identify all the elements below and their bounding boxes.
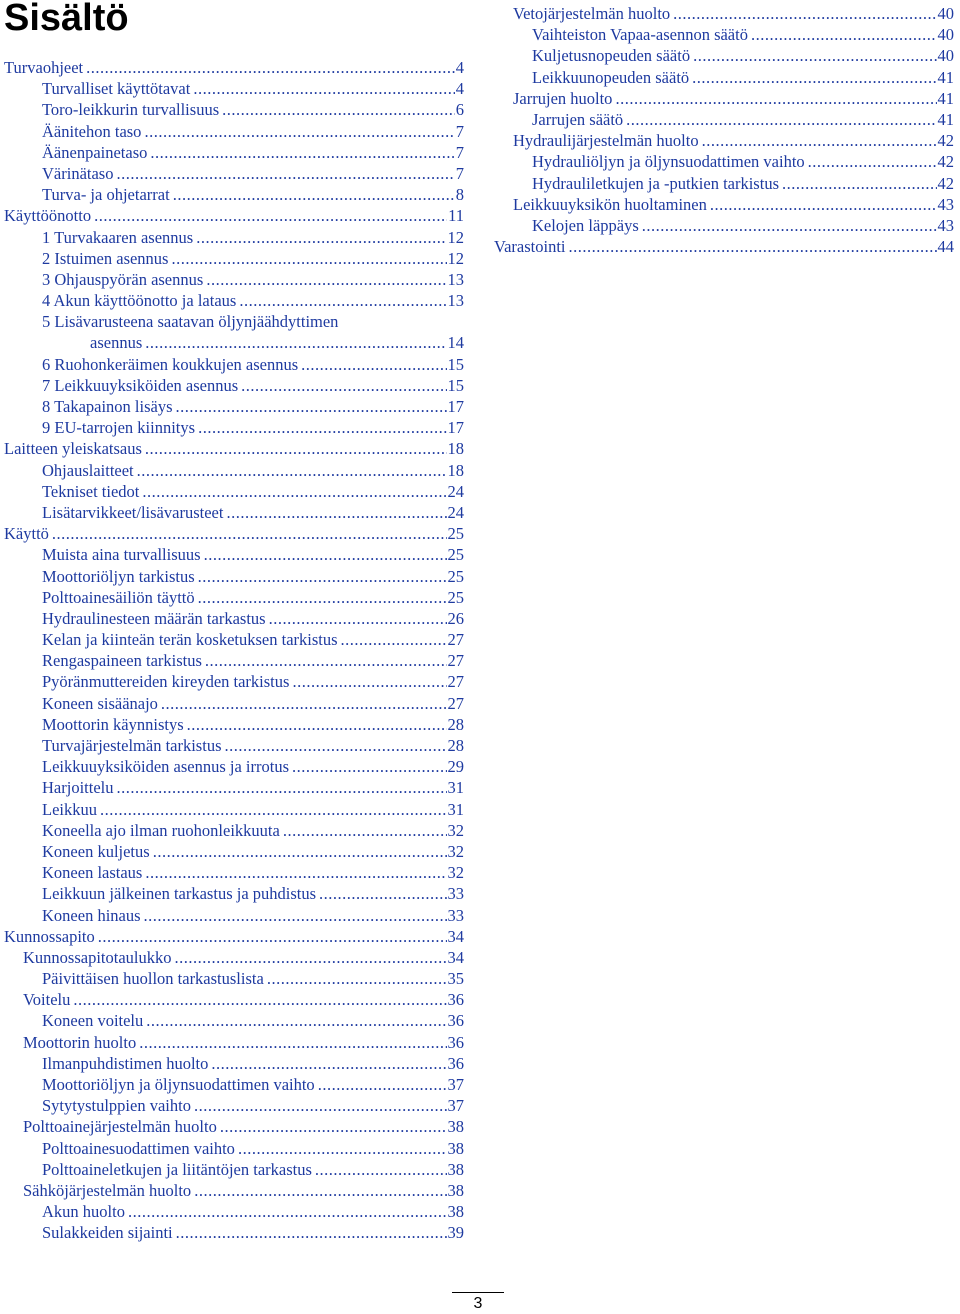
toc-entry-label: Moottorin käynnistys: [42, 714, 184, 734]
toc-entry[interactable]: [4, 1074, 464, 1095]
toc-dot-leader: [292, 671, 446, 692]
toc-dot-leader: [205, 650, 447, 671]
toc-dot-leader: [782, 173, 937, 194]
toc-entry-label: Päivittäisen huollon tarkastuslista: [42, 969, 264, 989]
footer-rule: [452, 1292, 504, 1293]
toc-entry[interactable]: [4, 121, 464, 142]
toc-page-number: 11: [448, 206, 464, 226]
toc-entry[interactable]: [494, 67, 954, 88]
toc-entry[interactable]: [4, 269, 464, 290]
toc-dot-leader: [292, 756, 446, 777]
toc-page-number: 38: [447, 1138, 464, 1158]
toc-dot-leader: [194, 1095, 447, 1116]
toc-page-number: 27: [447, 672, 464, 692]
toc-entry[interactable]: [4, 311, 464, 353]
toc-entry-label: Vaihteiston Vapaa-asennon säätö: [532, 25, 748, 45]
page-number: 3: [473, 1295, 483, 1312]
toc-dot-leader: [238, 1138, 447, 1159]
toc-page-number: 7: [455, 142, 464, 162]
toc-dot-leader: [220, 1116, 447, 1137]
toc-entry[interactable]: [4, 99, 464, 120]
toc-dot-leader: [198, 417, 446, 438]
toc-entry[interactable]: [4, 1010, 464, 1031]
toc-entry[interactable]: [4, 1222, 464, 1243]
toc-entry-label: Leikkuuyksiköiden asennus ja irrotus: [42, 757, 290, 777]
toc-dot-leader: [100, 799, 447, 820]
toc-entry[interactable]: [4, 947, 464, 968]
toc-page-number: 41: [937, 67, 954, 87]
toc-entry[interactable]: [4, 1053, 464, 1074]
toc-entry-label: Jarrujen huolto: [513, 88, 613, 108]
toc-page-number: 40: [937, 25, 954, 45]
toc-page-number: 13: [447, 291, 464, 311]
toc-entry[interactable]: [4, 142, 464, 163]
toc-page-number: 43: [937, 215, 954, 235]
toc-entry-label-continued: asennus: [90, 333, 143, 353]
toc-entry-label: Voitelu: [23, 990, 71, 1010]
toc-dot-leader: [241, 375, 446, 396]
toc-page-number: 6: [455, 100, 464, 120]
toc-entry-label: Rengaspaineen tarkistus: [42, 651, 202, 671]
toc-entry[interactable]: [4, 587, 464, 608]
toc-page-number: 17: [447, 418, 464, 438]
toc-entry-label: Hydraulijärjestelmän huolto: [513, 131, 699, 151]
toc-page-number: 15: [447, 375, 464, 395]
toc-entry-label: Sulakkeiden sijainti: [42, 1223, 173, 1243]
toc-dot-leader: [86, 57, 455, 78]
toc-page-number: 40: [937, 46, 954, 66]
toc-page-number: 38: [447, 1159, 464, 1179]
toc-entry[interactable]: [4, 1201, 464, 1222]
toc-entry[interactable]: [4, 78, 464, 99]
toc-dot-leader: [116, 777, 446, 798]
toc-dot-leader: [194, 1180, 446, 1201]
toc-entry[interactable]: [4, 629, 464, 650]
toc-page-number: 28: [447, 714, 464, 734]
toc-dot-leader: [137, 460, 447, 481]
toc-entry[interactable]: [494, 109, 954, 130]
toc-entry-label: Leikkuun jälkeinen tarkastus ja puhdistus: [42, 884, 317, 904]
toc-entry-label: Kunnossapitotaulukko: [23, 947, 172, 967]
toc-entry[interactable]: [4, 502, 464, 523]
toc-dot-leader: [269, 608, 447, 629]
toc-page-number: 15: [447, 354, 464, 374]
toc-entry[interactable]: [494, 45, 954, 66]
toc-entry[interactable]: [4, 1138, 464, 1159]
toc-entry[interactable]: [494, 88, 954, 109]
toc-entry[interactable]: [4, 1032, 464, 1053]
toc-entry[interactable]: [4, 375, 464, 396]
toc-entry[interactable]: [4, 714, 464, 735]
toc-page-number: 36: [447, 990, 464, 1010]
toc-entry-label: Leikkuuyksikön huoltaminen: [513, 194, 707, 214]
toc-entry[interactable]: [4, 777, 464, 798]
toc-entry-label: 9 EU-tarrojen kiinnitys: [42, 418, 196, 438]
toc-page-number: 29: [447, 757, 464, 777]
toc-page-number: 27: [447, 693, 464, 713]
toc-dot-leader: [642, 215, 937, 236]
toc-entry[interactable]: [4, 248, 464, 269]
toc-dot-leader: [161, 693, 447, 714]
toc-entry-label: Polttoaineletkujen ja liitäntöjen tarkastus: [42, 1159, 312, 1179]
toc-entry-label: Kelojen läppäys: [532, 215, 639, 235]
toc-entry[interactable]: [4, 883, 464, 904]
toc-dot-leader: [341, 629, 447, 650]
toc-entry[interactable]: [4, 1116, 464, 1137]
toc-entry[interactable]: [4, 1159, 464, 1180]
toc-entry-label: Tekniset tiedot: [42, 481, 140, 501]
toc-dot-leader: [173, 184, 455, 205]
toc-page-number: 31: [447, 799, 464, 819]
toc-dot-leader: [153, 841, 447, 862]
toc-entry[interactable]: [4, 290, 464, 311]
toc-entry-label: Lisätarvikkeet/lisävarusteet: [42, 502, 224, 522]
toc-page-number: 34: [447, 947, 464, 967]
toc-dot-leader: [98, 926, 447, 947]
toc-page-number: 14: [447, 333, 464, 353]
toc-entry-label: Hydrauliletkujen ja -putkien tarkistus: [532, 173, 779, 193]
toc-entry[interactable]: [4, 544, 464, 565]
toc-page-number: 36: [447, 1011, 464, 1031]
toc-page-number: 17: [447, 397, 464, 417]
toc-entry-label: Koneen sisäänajo: [42, 693, 158, 713]
toc-page-number: 38: [447, 1117, 464, 1137]
toc-dot-leader: [145, 862, 446, 883]
toc-page-number: 25: [447, 566, 464, 586]
toc-entry-label: Laitteen yleiskatsaus: [4, 439, 142, 459]
toc-page-number: 36: [447, 1053, 464, 1073]
toc-entry-label: Moottorin huolto: [23, 1032, 137, 1052]
toc-entry[interactable]: [4, 163, 464, 184]
toc-page-number: 37: [447, 1075, 464, 1095]
toc-page-number: 42: [937, 152, 954, 172]
toc-dot-leader: [198, 587, 447, 608]
toc-entry-label: Polttoainejärjestelmän huolto: [23, 1117, 217, 1137]
toc-entry-label: Pyöränmuttereiden kireyden tarkistus: [42, 672, 290, 692]
toc-page-number: 32: [447, 863, 464, 883]
toc-dot-leader: [315, 1159, 447, 1180]
toc-page-number: 32: [447, 841, 464, 861]
toc-page-number: 27: [447, 630, 464, 650]
toc-dot-leader: [211, 1053, 446, 1074]
toc-entry-label: 2 Istuimen asennus: [42, 248, 169, 268]
toc-entry-label: Kunnossapito: [4, 926, 95, 946]
toc-entry-label: 7 Leikkuuyksiköiden asennus: [42, 375, 239, 395]
toc-page-number: 26: [447, 608, 464, 628]
toc-entry[interactable]: [4, 184, 464, 205]
toc-page-number: 38: [447, 1180, 464, 1200]
toc-dot-leader: [144, 905, 447, 926]
toc-dot-leader: [198, 566, 447, 587]
toc-entry-label: Äänitehon taso: [42, 121, 142, 141]
toc-entry[interactable]: [4, 841, 464, 862]
toc-page-number: 31: [447, 778, 464, 798]
toc-page-number: 44: [937, 237, 954, 257]
toc-entry-label: Turvaohjeet: [4, 58, 84, 77]
toc-entry-label: 4 Akun käyttöönotto ja lataus: [42, 291, 237, 311]
toc-entry[interactable]: [4, 650, 464, 671]
toc-entry-label: Varastointi: [494, 237, 566, 257]
toc-entry[interactable]: [494, 151, 954, 172]
toc-dot-leader: [692, 67, 936, 88]
toc-page-number: 43: [937, 194, 954, 214]
toc-dot-leader: [175, 947, 447, 968]
toc-entry-label: Koneen kuljetus: [42, 841, 150, 861]
toc-entry[interactable]: [4, 671, 464, 692]
toc-entry[interactable]: [4, 57, 464, 78]
toc-dot-leader: [145, 332, 446, 353]
toc-page-number: 7: [455, 121, 464, 141]
toc-page-number: 41: [937, 109, 954, 129]
toc-entry[interactable]: [494, 130, 954, 151]
toc-page-number: 36: [447, 1032, 464, 1052]
toc-dot-leader: [176, 1222, 447, 1243]
toc-entry-label: Polttoainesäiliön täyttö: [42, 587, 195, 607]
toc-dot-leader: [615, 88, 936, 109]
toc-entry-label: Polttoainesuodattimen vaihto: [42, 1138, 235, 1158]
toc-entry[interactable]: [4, 693, 464, 714]
toc-dot-leader: [139, 1032, 446, 1053]
toc-dot-leader: [318, 1074, 447, 1095]
toc-entry-label: Turvalliset käyttötavat: [42, 79, 191, 99]
toc-dot-leader: [196, 227, 446, 248]
toc-dot-leader: [187, 714, 447, 735]
toc-entry[interactable]: [4, 862, 464, 883]
toc-dot-leader: [693, 45, 936, 66]
toc-page-number: 39: [447, 1223, 464, 1243]
toc-entry-label: 6 Ruohonkeräimen koukkujen asennus: [42, 354, 299, 374]
toc-entry[interactable]: [4, 566, 464, 587]
toc-entry-label: Toro-leikkurin turvallisuus: [42, 100, 220, 120]
toc-page-number: 4: [455, 79, 464, 99]
toc-page-number: 34: [447, 926, 464, 946]
toc-entry-label: Käyttö: [4, 524, 49, 544]
toc-entry[interactable]: [4, 205, 464, 226]
toc-entry-continuation: [42, 332, 464, 353]
toc-entry-label: Hydraulinesteen määrän tarkastus: [42, 608, 266, 628]
toc-page-number: 32: [447, 820, 464, 840]
toc-dot-leader: [751, 24, 937, 45]
toc-entry[interactable]: [4, 227, 464, 248]
toc-entry[interactable]: [4, 396, 464, 417]
toc-dot-leader: [225, 735, 447, 756]
toc-entry[interactable]: [4, 417, 464, 438]
toc-entry[interactable]: [494, 194, 954, 215]
toc-entry-label: Akun huolto: [42, 1202, 125, 1222]
toc-dot-leader: [239, 290, 446, 311]
toc-entry-label: Leikkuunopeuden säätö: [532, 67, 690, 87]
toc-dot-leader: [808, 151, 937, 172]
toc-dot-leader: [150, 142, 454, 163]
toc-entry-label: Turva- ja ohjetarrat: [42, 185, 170, 205]
toc-dot-leader: [301, 354, 446, 375]
toc-entry[interactable]: [4, 523, 464, 544]
toc-entry[interactable]: [4, 1095, 464, 1116]
toc-entry[interactable]: [4, 926, 464, 947]
toc-entry[interactable]: [494, 236, 954, 257]
toc-entry-label: Värinätaso: [42, 163, 114, 183]
toc-dot-leader: [702, 130, 937, 151]
toc-page-number: 25: [447, 524, 464, 544]
toc-right-column: [494, 3, 954, 257]
toc-page-number: 27: [447, 651, 464, 671]
toc-dot-leader: [226, 502, 446, 523]
toc-dot-leader: [73, 989, 446, 1010]
toc-entry[interactable]: [4, 799, 464, 820]
toc-entry-label: 8 Takapainon lisäys: [42, 397, 173, 417]
toc-page-number: 12: [447, 227, 464, 247]
toc-page-number: 24: [447, 502, 464, 522]
toc-dot-leader: [52, 523, 447, 544]
toc-entry-label: Äänenpainetaso: [42, 142, 148, 162]
toc-page-number: 40: [937, 4, 954, 23]
toc-page-number: 28: [447, 736, 464, 756]
toc-page-number: 4: [455, 58, 464, 77]
toc-dot-leader: [222, 99, 455, 120]
toc-page-number: 12: [447, 248, 464, 268]
toc-page-number: 33: [447, 884, 464, 904]
toc-page-number: 24: [447, 481, 464, 501]
toc-entry-label: Kelan ja kiinteän terän kosketuksen tarkistus: [42, 630, 338, 650]
toc-page-number: 37: [447, 1096, 464, 1116]
toc-entry-label: Kuljetusnopeuden säätö: [532, 46, 691, 66]
toc-left-column: [4, 57, 464, 1244]
toc-entry-label: Ohjauslaitteet: [42, 460, 134, 480]
toc-dot-leader: [142, 481, 446, 502]
toc-entry[interactable]: [4, 354, 464, 375]
toc-entry[interactable]: [4, 905, 464, 926]
toc-page-number: 18: [447, 439, 464, 459]
toc-page-number: 41: [937, 88, 954, 108]
toc-entry-label: Käyttöönotto: [4, 206, 92, 226]
toc-entry-label: 5 Lisävarusteena saatavan öljynjäähdyttimen: [42, 312, 339, 332]
toc-entry[interactable]: [494, 173, 954, 194]
toc-entry-label: Moottoriöljyn tarkistus: [42, 566, 195, 586]
toc-entry-label: Muista aina turvallisuus: [42, 545, 201, 565]
toc-entry[interactable]: [4, 460, 464, 481]
toc-dot-leader: [673, 3, 936, 24]
toc-page-number: 25: [447, 545, 464, 565]
toc-dot-leader: [171, 248, 446, 269]
toc-dot-leader: [144, 121, 454, 142]
toc-page-number: 42: [937, 173, 954, 193]
toc-dot-leader: [710, 194, 937, 215]
toc-dot-leader: [569, 236, 937, 257]
toc-page-number: 35: [447, 969, 464, 989]
toc-page-number: 7: [455, 163, 464, 183]
toc-entry-label: Harjoittelu: [42, 778, 114, 798]
toc-entry[interactable]: [4, 608, 464, 629]
toc-dot-leader: [206, 269, 446, 290]
toc-entry-label: Vetojärjestelmän huolto: [513, 4, 671, 23]
toc-entry[interactable]: [4, 1180, 464, 1201]
toc-entry-label: Ilmanpuhdistimen huolto: [42, 1053, 209, 1073]
toc-entry-label: 3 Ohjauspyörän asennus: [42, 269, 204, 289]
toc-dot-leader: [204, 544, 447, 565]
toc-entry[interactable]: [4, 968, 464, 989]
toc-entry-label: Koneen lastaus: [42, 863, 143, 883]
toc-page-number: 42: [937, 131, 954, 151]
toc-entry-label: Jarrujen säätö: [532, 109, 624, 129]
toc-entry[interactable]: [494, 3, 954, 24]
toc-entry-label: Hydrauliöljyn ja öljynsuodattimen vaihto: [532, 152, 805, 172]
toc-dot-leader: [116, 163, 454, 184]
toc-entry[interactable]: [4, 438, 464, 459]
toc-dot-leader: [146, 1010, 446, 1031]
page-title: Sisältö: [4, 0, 129, 39]
toc-page-number: 8: [455, 185, 464, 205]
toc-dot-leader: [319, 883, 446, 904]
toc-entry-label: Koneen hinaus: [42, 905, 141, 925]
toc-dot-leader: [283, 820, 447, 841]
toc-dot-leader: [94, 205, 447, 226]
toc-entry-label: Sähköjärjestelmän huolto: [23, 1180, 192, 1200]
toc-entry-label: Moottoriöljyn ja öljynsuodattimen vaihto: [42, 1075, 315, 1095]
toc-dot-leader: [626, 109, 936, 130]
toc-dot-leader: [193, 78, 454, 99]
toc-entry[interactable]: [4, 756, 464, 777]
toc-entry[interactable]: [4, 989, 464, 1010]
toc-entry[interactable]: [4, 820, 464, 841]
toc-entry-label: Turvajärjestelmän tarkistus: [42, 736, 222, 756]
toc-entry-label: Leikkuu: [42, 799, 97, 819]
toc-page-number: 13: [447, 269, 464, 289]
toc-entry[interactable]: [494, 215, 954, 236]
toc-entry[interactable]: [4, 481, 464, 502]
toc-dot-leader: [267, 968, 447, 989]
toc-entry-label: Koneella ajo ilman ruohonleikkuuta: [42, 820, 280, 840]
toc-entry[interactable]: [494, 24, 954, 45]
toc-page-number: 25: [447, 587, 464, 607]
toc-page-number: 18: [447, 460, 464, 480]
toc-dot-leader: [128, 1201, 447, 1222]
toc-page-number: 38: [447, 1202, 464, 1222]
toc-entry-label: 1 Turvakaaren asennus: [42, 227, 194, 247]
toc-entry-label: Sytytystulppien vaihto: [42, 1096, 191, 1116]
toc-dot-leader: [145, 438, 447, 459]
toc-entry[interactable]: [4, 735, 464, 756]
toc-page-number: 33: [447, 905, 464, 925]
toc-dot-leader: [176, 396, 447, 417]
toc-entry-label: Koneen voitelu: [42, 1011, 144, 1031]
